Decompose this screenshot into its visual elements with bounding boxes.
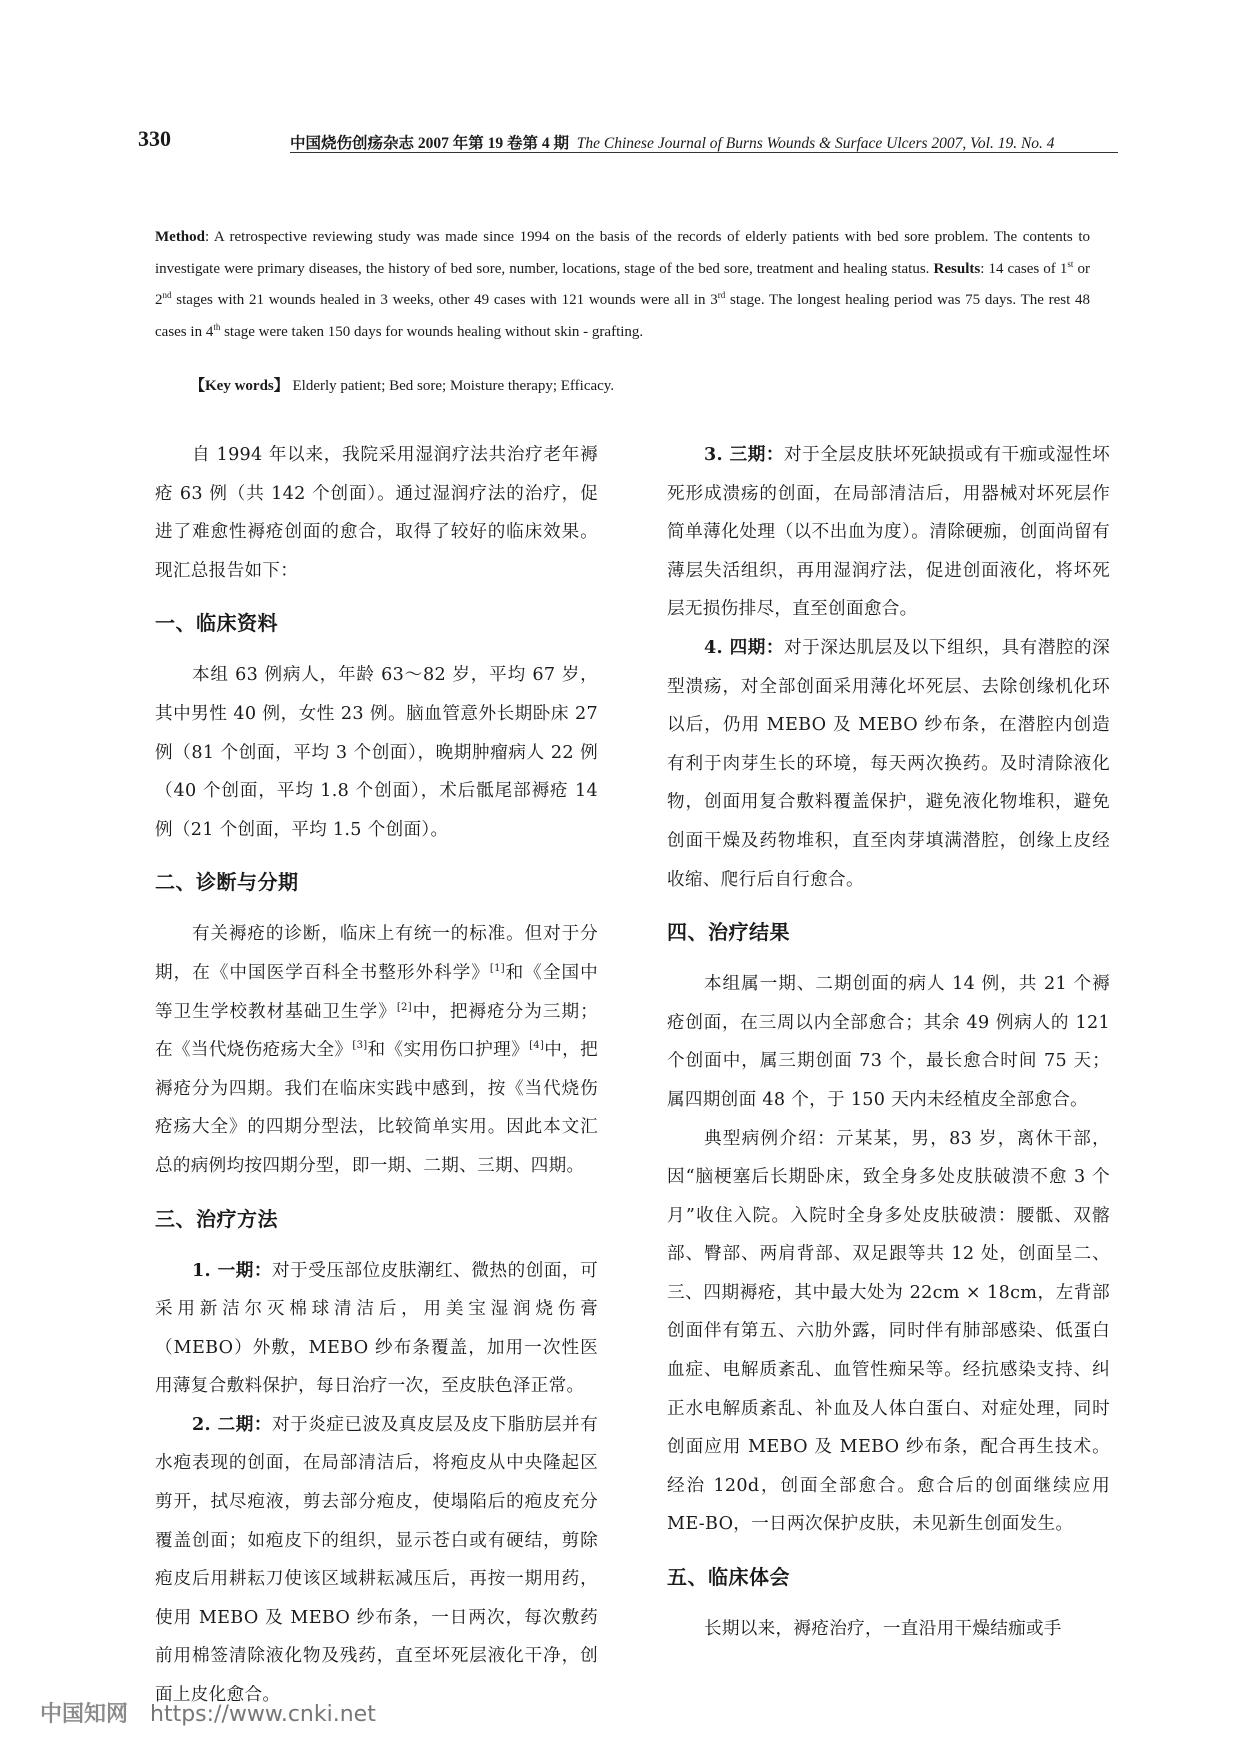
running-head bbox=[290, 131, 1120, 153]
method-text: : A retrospective reviewing study was made since 1994 on the basis of the records of elderly patients with bed sore problem. The contents to investigate were primary diseases, the history of bed sore, number, locations, stage of the bed sore, treatment and healing status. bbox=[155, 229, 1090, 277]
cnki-footer bbox=[40, 1697, 376, 1728]
section-heading-clinical-data: 一、临床资料 bbox=[155, 611, 278, 636]
journal-title-cn: 中国烧伤创疡杂志 2007 年第 19 卷第 4 期 bbox=[290, 135, 570, 152]
right-column bbox=[667, 436, 1110, 1649]
intro-paragraph: 自 1994 年以来，我院采用湿润疗法共治疗老年褥疮 63 例（共 142 个创面）。通过湿润疗法的治疗，促进了难愈性褥疮创面的愈合，取得了较好的临床效果。现汇总报告如下： bbox=[155, 445, 598, 581]
results-text: : 14 cases of 1st or 2nd stages with 21 wounds healed in 3 weeks, other 49 cases with 121 wounds were all in 3rd stage. The longest healing period was 75 days. The rest 48 cases in 4th stage were taken 150 days for wounds healing without skin - grafting. bbox=[155, 258, 1091, 340]
section-heading-results: 四、治疗结果 bbox=[667, 920, 790, 945]
section-heading-treatment: 三、治疗方法 bbox=[155, 1206, 278, 1231]
results-paragraph: 本组属一期、二期创面的病人 14 例，共 21 个褥疮创面，在三周以内全部愈合；其余 49 例病人的 121 个创面中，属三期创面 73 个，最长愈合时间 75 天；属四期创面 48 个，于 150 天内未经植皮全部愈合。 bbox=[667, 974, 1110, 1110]
keywords bbox=[190, 374, 1090, 395]
page-number: 330 bbox=[138, 126, 171, 151]
clinical-data-paragraph: 本组 63 例病人，年龄 63～82 岁，平均 67 岁，其中男性 40 例，女性 23 例。脑血管意外长期卧床 27 例（81 个创面，平均 3 个创面），晚期肿瘤病人 22 例（40 个创面，平均 1.8 个创面），术后骶尾部褥疮 14 例（21 个创面，平均 1.5 个创面）。 bbox=[155, 665, 598, 840]
header-rule bbox=[290, 152, 1118, 153]
results-label: Results bbox=[933, 260, 981, 277]
left-column bbox=[155, 436, 598, 1715]
cnki-logo: 中国知网 bbox=[40, 1702, 129, 1727]
keywords-text: Elderly patient; Bed sore; Moisture therapy; Efficacy. bbox=[288, 378, 615, 394]
section-heading-diagnosis: 二、诊断与分期 bbox=[155, 870, 299, 895]
stage-2-paragraph: 2. 二期：对于炎症已波及真皮层及皮下脂肪层并有水疱表现的创面，在局部清洁后，将疱皮从中央隆起区剪开，拭尽疱液，剪去部分疱皮，使塌陷后的疱皮充分覆盖创面；如疱皮下的组织，显示苍白或有硬结，剪除疱皮后用耕耘刀使该区域耕耘减压后，再按一期用药，使用 MEBO 及 MEBO 纱布条，一日两次，每次敷药前用棉签清除液化物及残药，直至坏死层液化干净，创面上皮化愈合。 bbox=[155, 1413, 599, 1706]
keywords-label: 【Key words】 bbox=[190, 378, 289, 394]
citation-3: [3] bbox=[352, 1040, 368, 1052]
method-label: Method bbox=[155, 229, 205, 245]
stage-4-paragraph: 4. 四期：对于深达肌层及以下组织，具有潜腔的深型溃疡，对全部创面采用薄化坏死层、去除创缘机化环以后，仍用 MEBO 及 MEBO 纱布条，在潜腔内创造有利于肉芽生长的环境，每天两次换药。及时清除液化物，创面用复合敷料覆盖保护，避免液化物堆积，避免创面干燥及药物堆积，直至肉芽填满潜腔，创缘上皮经收缩、爬行后自行愈合。 bbox=[667, 636, 1111, 890]
stage-1-paragraph: 1. 一期：对于受压部位皮肤潮红、微热的创面，可采用新洁尔灭棉球清洁后，用美宝湿润烧伤膏（MEBO）外敷，MEBO 纱布条覆盖，加用一次性医用薄复合敷料保护，每日治疗一次，至皮肤色泽正常。 bbox=[155, 1259, 599, 1397]
citation-2: [2] bbox=[396, 1001, 412, 1013]
discussion-paragraph: 长期以来，褥疮治疗，一直沿用干燥结痂或手 bbox=[703, 1619, 1062, 1640]
citation-1: [1] bbox=[489, 963, 505, 975]
cnki-url[interactable]: https://www.cnki.net bbox=[150, 1702, 376, 1727]
stage-3-paragraph: 3. 三期：对于全层皮肤坏死缺损或有干痂或湿性坏死形成溃疡的创面，在局部清洁后，用器械对坏死层作简单薄化处理（以不出血为度）。清除硬痂，创面尚留有薄层失活组织，再用湿润疗法，促进创面液化，将坏死层无损伤排尽，直至创面愈合。 bbox=[667, 444, 1111, 620]
section-heading-discussion: 五、临床体会 bbox=[667, 1565, 790, 1590]
english-abstract bbox=[155, 222, 1090, 348]
diagnosis-paragraph: 有关褥疮的诊断，临床上有统一的标准。但对于分期，在《中国医学百科全书整形外科学》[1]和《全国中等卫生学校教材基础卫生学》[2]中，把褥疮分为三期；在《当代烧伤疮疡大全》[3]和《实用伤口护理》[4]中，把褥疮分为四期。我们在临床实践中感到，按《当代烧伤疮疡大全》的四期分型法，比较简单实用。因此本文汇总的病例均按四期分型，即一期、二期、三期、四期。 bbox=[155, 924, 598, 1176]
case-report-paragraph: 典型病例介绍：亓某某，男，83 岁，离休干部，因“脑梗塞后长期卧床，致全身多处皮肤破溃不愈 3 个月”收住入院。入院时全身多处皮肤破溃：腰骶、双髂部、臀部、两肩背部、双足跟等共 12 处，创面呈二、三、四期褥疮，其中最大处为 22cm × 18cm，左背部创面伴有第五、六肋外露，同时伴有肺部感染、低蛋白血症、电解质紊乱、血管性痴呆等。经抗感染支持、纠正水电解质紊乱、补血及人体白蛋白、对症处理，同时创面应用 MEBO 及 MEBO 纱布条，配合再生技术。经治 120d，创面全部愈合。愈合后的创面继续应用 ME-BO，一日两次保护皮肤，未见新生创面发生。 bbox=[667, 1128, 1110, 1535]
journal-title-en: The Chinese Journal of Burns Wounds & Surface Ulcers 2007, Vol. 19. No. 4 bbox=[576, 135, 1055, 152]
citation-4: [4] bbox=[529, 1040, 545, 1052]
